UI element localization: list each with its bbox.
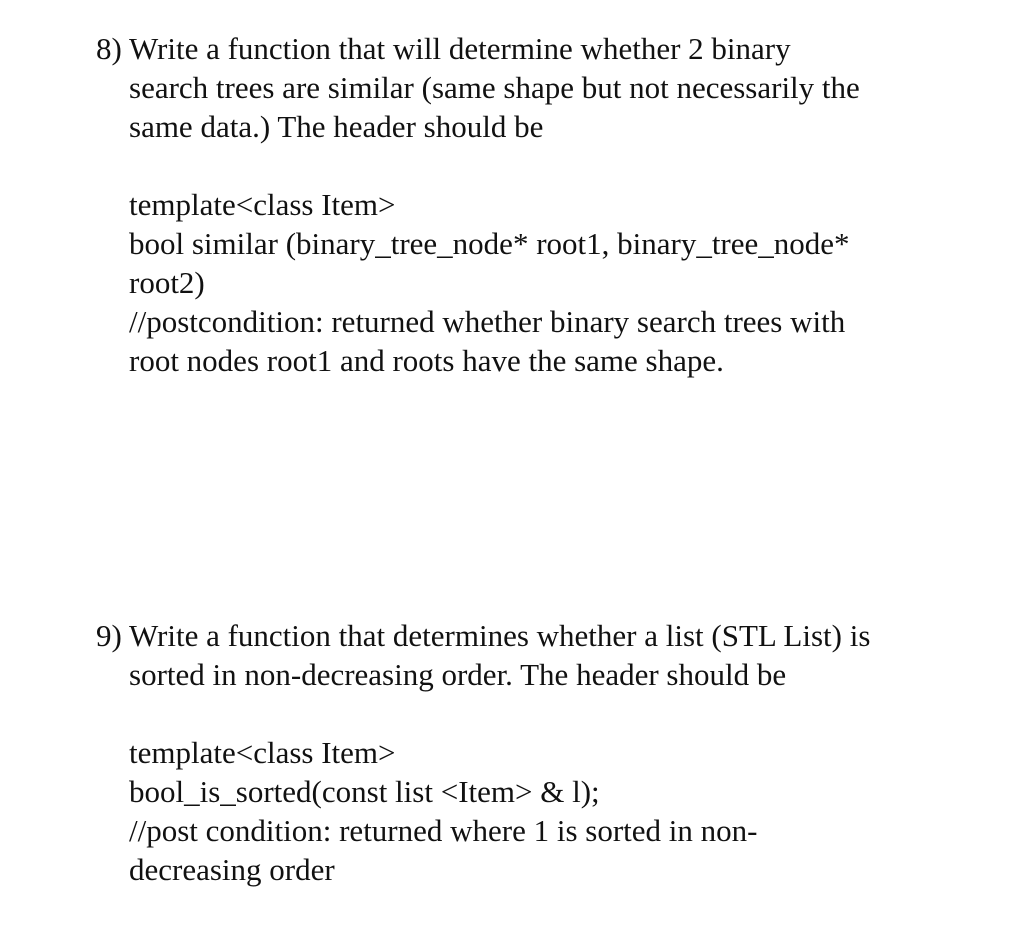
q8-header-signature: bool similar (binary_tree_node* root1, binary_tree_node* xyxy=(129,226,850,261)
q8-prompt-line-1: 8) Write a function that will determine whether 2 binary xyxy=(96,31,791,66)
q9-postcondition-line-1: //post condition: returned where 1 is sorted in non- xyxy=(129,813,758,848)
q8-header-signature-cont: root2) xyxy=(129,265,205,300)
q8-prompt-line-2: search trees are similar (same shape but not necessarily the xyxy=(129,70,860,105)
q9-header-template: template<class Item> xyxy=(129,735,396,770)
q9-prompt-line-1: 9) Write a function that determines whether a list (STL List) is xyxy=(96,618,871,653)
q9-prompt-line-2: sorted in non-decreasing order. The header should be xyxy=(129,657,787,692)
q8-postcondition-line-1: //postcondition: returned whether binary search trees with xyxy=(129,304,846,339)
q9-header-signature: bool_is_sorted(const list <Item> & l); xyxy=(129,774,600,809)
q8-prompt-line-3: same data.) The header should be xyxy=(129,109,544,144)
q8-postcondition-line-2: root nodes root1 and roots have the same shape. xyxy=(129,343,724,378)
q9-postcondition-line-2: decreasing order xyxy=(129,852,335,887)
q8-header-template: template<class Item> xyxy=(129,187,396,222)
